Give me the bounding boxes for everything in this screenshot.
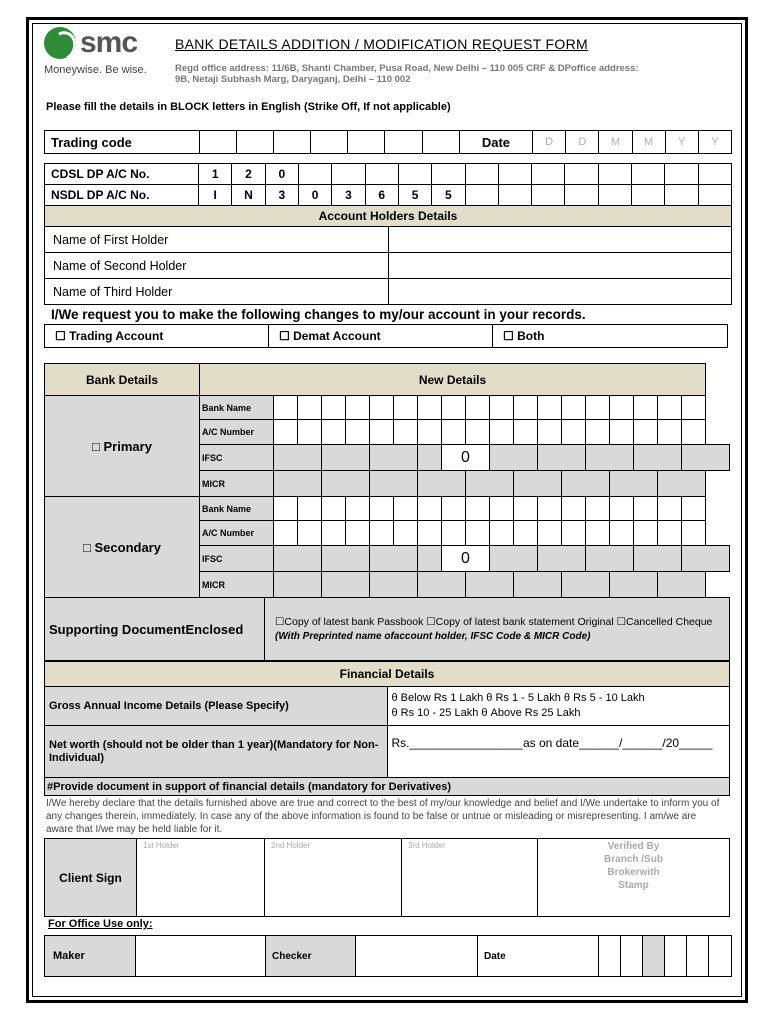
primary-ac-cell[interactable] xyxy=(634,420,658,445)
nsdl-digit[interactable]: I xyxy=(199,185,232,206)
secondary-ac-cell[interactable] xyxy=(682,521,706,546)
account-type-table xyxy=(44,324,728,348)
date-label: Date xyxy=(459,131,532,154)
date-label: Date xyxy=(478,936,599,977)
office-date-cell[interactable] xyxy=(665,936,687,977)
office-date-cell[interactable] xyxy=(709,936,732,977)
holders-heading: Account Holders Details xyxy=(45,206,732,227)
nsdl-digit[interactable] xyxy=(498,185,531,206)
second-holder-label: Name of Second Holder xyxy=(45,253,389,279)
cdsl-digit[interactable] xyxy=(498,164,531,185)
primary-bank-name-cell[interactable] xyxy=(682,396,706,420)
client-sign-label: Client Sign xyxy=(45,839,137,917)
office-date-cell[interactable] xyxy=(621,936,643,977)
networth-input[interactable]: Rs._________________as on date______/______/20_____ xyxy=(387,726,730,778)
office-use-table xyxy=(44,935,732,977)
primary-bank-name-cell[interactable] xyxy=(346,396,370,420)
first-holder-input[interactable] xyxy=(388,227,732,253)
cdsl-digit[interactable] xyxy=(665,164,698,185)
secondary-ac-cell[interactable] xyxy=(370,521,394,546)
primary-ac-cell[interactable] xyxy=(682,420,706,445)
verified-stamp-box[interactable]: Verified By Branch /Sub Brokerwith Stamp xyxy=(538,839,730,917)
secondary-micr-cell[interactable] xyxy=(610,572,658,598)
cdsl-digit[interactable] xyxy=(698,164,731,185)
primary-ifsc-zero[interactable]: 0 xyxy=(442,445,490,471)
secondary-bank-name-cell[interactable] xyxy=(562,497,586,521)
address-line-1: Regd office address: 11/6B, Shanti Chamber, Pusa Road, New Delhi – 110 005 CRF & DPoffice address: xyxy=(175,63,639,74)
primary-micr-cell[interactable] xyxy=(322,471,370,497)
secondary-bank-name-cell[interactable] xyxy=(442,497,466,521)
supporting-doc-label: Supporting DocumentEnclosed xyxy=(45,598,265,661)
date-cell[interactable]: D xyxy=(533,131,566,154)
bank-name-label: Bank Name xyxy=(200,396,274,420)
secondary-ac-cell[interactable] xyxy=(562,521,586,546)
secondary-ac-cell[interactable] xyxy=(322,521,346,546)
trading-code-cell[interactable] xyxy=(236,131,273,154)
ifsc-label: IFSC xyxy=(200,546,274,572)
date-cell[interactable]: M xyxy=(599,131,632,154)
income-options-line-2[interactable]: θ Rs 10 - 25 Lakh θ Above Rs 25 Lakh xyxy=(391,707,581,719)
primary-ac-cell[interactable] xyxy=(274,420,298,445)
primary-ifsc-cell[interactable] xyxy=(322,445,370,471)
checker-input[interactable] xyxy=(356,936,478,977)
supporting-doc-note: (With Preprinted name ofaccount holder, IFSC Code & MICR Code) xyxy=(275,631,591,642)
nsdl-digit[interactable] xyxy=(665,185,698,206)
trading-code-label: Trading code xyxy=(45,131,200,154)
primary-ac-cell[interactable] xyxy=(442,420,466,445)
primary-micr-cell[interactable] xyxy=(418,471,466,497)
primary-bank-name-cell[interactable] xyxy=(586,396,610,420)
secondary-bank-name-cell[interactable] xyxy=(610,497,634,521)
secondary-micr-cell[interactable] xyxy=(514,572,562,598)
cdsl-digit[interactable] xyxy=(598,164,631,185)
primary-bank-name-cell[interactable] xyxy=(442,396,466,420)
primary-ac-cell[interactable] xyxy=(370,420,394,445)
cdsl-digit[interactable] xyxy=(365,164,398,185)
nsdl-digit[interactable]: 3 xyxy=(332,185,365,206)
brand-name: smc xyxy=(80,26,138,59)
primary-bank-name-cell[interactable] xyxy=(562,396,586,420)
nsdl-digit[interactable]: 0 xyxy=(298,185,331,206)
cdsl-digit[interactable] xyxy=(532,164,565,185)
nsdl-digit[interactable]: N xyxy=(232,185,265,206)
first-holder-label: Name of First Holder xyxy=(45,227,389,253)
secondary-ac-cell[interactable] xyxy=(442,521,466,546)
trading-code-cell[interactable] xyxy=(199,131,236,154)
ifsc-label: IFSC xyxy=(200,445,274,471)
secondary-bank-name-cell[interactable] xyxy=(490,497,514,521)
cdsl-digit[interactable] xyxy=(465,164,498,185)
third-holder-input[interactable] xyxy=(388,279,732,305)
primary-bank-name-cell[interactable] xyxy=(634,396,658,420)
secondary-bank-name-cell[interactable] xyxy=(418,497,442,521)
primary-micr-cell[interactable] xyxy=(466,471,514,497)
second-holder-input[interactable] xyxy=(388,253,732,279)
secondary-label[interactable]: □ Secondary xyxy=(45,497,200,598)
nsdl-digit[interactable] xyxy=(632,185,665,206)
primary-ac-cell[interactable] xyxy=(298,420,322,445)
primary-ifsc-cell[interactable] xyxy=(586,445,634,471)
supporting-docs-table xyxy=(44,597,730,661)
primary-ac-cell[interactable] xyxy=(658,420,682,445)
primary-ifsc-cell[interactable] xyxy=(490,445,538,471)
secondary-bank-name-cell[interactable] xyxy=(394,497,418,521)
primary-micr-cell[interactable] xyxy=(274,471,322,497)
secondary-bank-name-cell[interactable] xyxy=(682,497,706,521)
checker-label: Checker xyxy=(266,936,356,977)
secondary-ac-cell[interactable] xyxy=(298,521,322,546)
secondary-bank-name-cell[interactable] xyxy=(586,497,610,521)
cdsl-digit[interactable] xyxy=(398,164,431,185)
secondary-bank-name-cell[interactable] xyxy=(466,497,490,521)
date-cell[interactable]: Y xyxy=(698,131,731,154)
bank-details-table xyxy=(44,363,730,598)
trading-code-cell[interactable] xyxy=(311,131,348,154)
cdsl-digit[interactable]: 0 xyxy=(265,164,298,185)
nsdl-digit[interactable]: 6 xyxy=(365,185,398,206)
micr-label: MICR xyxy=(200,471,274,497)
secondary-ifsc-cell[interactable] xyxy=(490,546,538,572)
secondary-micr-cell[interactable] xyxy=(370,572,418,598)
cdsl-label: CDSL DP A/C No. xyxy=(45,164,199,185)
financial-provide-note: #Provide document in support of financial details (mandatory for Derivatives) xyxy=(45,778,730,796)
smc-logo-icon xyxy=(44,27,76,59)
maker-input[interactable] xyxy=(136,936,266,977)
primary-bank-name-cell[interactable] xyxy=(538,396,562,420)
financial-heading: Financial Details xyxy=(45,662,730,687)
secondary-micr-cell[interactable] xyxy=(658,572,706,598)
trading-code-cell[interactable] xyxy=(385,131,422,154)
cdsl-digit[interactable]: 1 xyxy=(199,164,232,185)
income-label: Gross Annual Income Details (Please Specify) xyxy=(45,687,388,726)
nsdl-digit[interactable] xyxy=(532,185,565,206)
secondary-ifsc-cell[interactable] xyxy=(418,546,442,572)
secondary-bank-name-cell[interactable] xyxy=(346,497,370,521)
primary-bank-name-cell[interactable] xyxy=(514,396,538,420)
primary-ifsc-cell[interactable] xyxy=(274,445,322,471)
client-sign-table xyxy=(44,838,730,917)
nsdl-digit[interactable]: 5 xyxy=(398,185,431,206)
secondary-bank-name-cell[interactable] xyxy=(658,497,682,521)
form-title: BANK DETAILS ADDITION / MODIFICATION REQUEST FORM xyxy=(175,36,588,52)
primary-bank-name-cell[interactable] xyxy=(466,396,490,420)
ac-number-label: A/C Number xyxy=(200,521,274,546)
secondary-ifsc-cell[interactable] xyxy=(274,546,322,572)
primary-ac-cell[interactable] xyxy=(514,420,538,445)
primary-micr-cell[interactable] xyxy=(658,471,706,497)
primary-bank-name-cell[interactable] xyxy=(610,396,634,420)
nsdl-label: NSDL DP A/C No. xyxy=(45,185,199,206)
primary-ifsc-cell[interactable] xyxy=(682,445,730,471)
secondary-ifsc-cell[interactable] xyxy=(586,546,634,572)
primary-bank-name-cell[interactable] xyxy=(394,396,418,420)
primary-micr-cell[interactable] xyxy=(370,471,418,497)
secondary-ac-cell[interactable] xyxy=(658,521,682,546)
request-text: I/We request you to make the following changes to my/our account in your records. xyxy=(51,307,586,322)
brand-tagline: Moneywise. Be wise. xyxy=(44,64,147,76)
holders-table xyxy=(44,205,732,305)
demat-account-checkbox[interactable]: ☐ Demat Account xyxy=(269,325,493,348)
primary-bank-name-cell[interactable] xyxy=(298,396,322,420)
office-date-cell[interactable] xyxy=(643,936,665,977)
primary-ac-cell[interactable] xyxy=(418,420,442,445)
bank-name-label: Bank Name xyxy=(200,497,274,521)
primary-ac-cell[interactable] xyxy=(466,420,490,445)
secondary-ac-cell[interactable] xyxy=(586,521,610,546)
office-use-heading: For Office Use only: xyxy=(48,918,153,930)
secondary-bank-name-cell[interactable] xyxy=(298,497,322,521)
trading-code-table xyxy=(44,130,732,154)
secondary-ifsc-cell[interactable] xyxy=(634,546,682,572)
secondary-ifsc-cell[interactable] xyxy=(682,546,730,572)
declaration-text: I/We hereby declare that the details furnished above are true and correct to the best of my/our knowledge and belief and I/We undertake to inform you of any changes therein, immediately. In case any of the above information is found to be false or untrue or misleading or misrepresenting. I am/we are aware that I/we may be held liable for it. xyxy=(46,798,720,835)
supporting-doc-options[interactable]: ☐Copy of latest bank Passbook ☐Copy of latest bank statement Original ☐Cancelled Cheque xyxy=(275,616,713,628)
maker-label: Maker xyxy=(45,936,136,977)
primary-ac-cell[interactable] xyxy=(562,420,586,445)
office-date-cell[interactable] xyxy=(599,936,621,977)
date-cell[interactable]: M xyxy=(632,131,665,154)
cdsl-digit[interactable] xyxy=(298,164,331,185)
secondary-micr-cell[interactable] xyxy=(562,572,610,598)
secondary-bank-name-cell[interactable] xyxy=(634,497,658,521)
primary-bank-name-cell[interactable] xyxy=(274,396,298,420)
networth-label: Net worth (should not be older than 1 year)(Mandatory for Non- Individual) xyxy=(45,726,388,778)
both-checkbox[interactable]: ☐ Both xyxy=(493,325,728,348)
date-cell[interactable]: D xyxy=(566,131,599,154)
cdsl-digit[interactable] xyxy=(332,164,365,185)
secondary-bank-name-cell[interactable] xyxy=(538,497,562,521)
secondary-ac-cell[interactable] xyxy=(634,521,658,546)
trading-account-checkbox[interactable]: ☐ Trading Account xyxy=(45,325,269,348)
primary-ac-cell[interactable] xyxy=(586,420,610,445)
cdsl-digit[interactable] xyxy=(565,164,598,185)
primary-micr-cell[interactable] xyxy=(514,471,562,497)
primary-bank-name-cell[interactable] xyxy=(490,396,514,420)
third-holder-sign[interactable]: 3rd Holder xyxy=(402,839,538,917)
second-holder-sign[interactable]: 2nd Holder xyxy=(265,839,402,917)
income-options-line-1[interactable]: θ Below Rs 1 Lakh θ Rs 1 - 5 Lakh θ Rs 5 - 10 Lakh xyxy=(391,692,645,704)
secondary-bank-name-cell[interactable] xyxy=(322,497,346,521)
brand-logo xyxy=(44,26,137,60)
primary-ifsc-cell[interactable] xyxy=(538,445,586,471)
secondary-ifsc-cell[interactable] xyxy=(538,546,586,572)
secondary-ac-cell[interactable] xyxy=(418,521,442,546)
secondary-micr-cell[interactable] xyxy=(274,572,322,598)
nsdl-digit[interactable]: 5 xyxy=(432,185,465,206)
primary-ifsc-cell[interactable] xyxy=(370,445,418,471)
secondary-bank-name-cell[interactable] xyxy=(514,497,538,521)
third-holder-label: Name of Third Holder xyxy=(45,279,389,305)
ac-number-label: A/C Number xyxy=(200,420,274,445)
primary-bank-name-cell[interactable] xyxy=(370,396,394,420)
nsdl-digit[interactable] xyxy=(598,185,631,206)
secondary-ac-cell[interactable] xyxy=(610,521,634,546)
micr-label: MICR xyxy=(200,572,274,598)
office-date-cell[interactable] xyxy=(687,936,709,977)
cdsl-digit[interactable] xyxy=(432,164,465,185)
primary-bank-name-cell[interactable] xyxy=(658,396,682,420)
primary-ac-cell[interactable] xyxy=(610,420,634,445)
secondary-micr-cell[interactable] xyxy=(322,572,370,598)
nsdl-digit[interactable]: 3 xyxy=(265,185,298,206)
secondary-bank-name-cell[interactable] xyxy=(274,497,298,521)
trading-code-cell[interactable] xyxy=(348,131,385,154)
secondary-ifsc-zero[interactable]: 0 xyxy=(442,546,490,572)
trading-code-cell[interactable] xyxy=(422,131,459,154)
nsdl-digit[interactable] xyxy=(465,185,498,206)
primary-ac-cell[interactable] xyxy=(322,420,346,445)
secondary-ac-cell[interactable] xyxy=(274,521,298,546)
address-line-2: 9B, Netaji Subhash Marg, Daryaganj, Delhi – 110 002 xyxy=(175,74,411,85)
instruction-text: Please fill the details in BLOCK letters in English (Strike Off, If not applicable) xyxy=(46,101,451,113)
secondary-ac-cell[interactable] xyxy=(394,521,418,546)
dp-account-table xyxy=(44,163,732,206)
financial-table xyxy=(44,661,730,796)
primary-ac-cell[interactable] xyxy=(538,420,562,445)
primary-ac-cell[interactable] xyxy=(346,420,370,445)
cdsl-digit[interactable] xyxy=(632,164,665,185)
secondary-ifsc-cell[interactable] xyxy=(322,546,370,572)
secondary-ac-cell[interactable] xyxy=(538,521,562,546)
primary-ifsc-cell[interactable] xyxy=(634,445,682,471)
primary-micr-cell[interactable] xyxy=(562,471,610,497)
primary-ifsc-cell[interactable] xyxy=(418,445,442,471)
date-cell[interactable]: Y xyxy=(665,131,698,154)
trading-code-cell[interactable] xyxy=(273,131,310,154)
primary-micr-cell[interactable] xyxy=(610,471,658,497)
secondary-micr-cell[interactable] xyxy=(418,572,466,598)
secondary-ifsc-cell[interactable] xyxy=(370,546,418,572)
primary-bank-name-cell[interactable] xyxy=(322,396,346,420)
cdsl-digit[interactable]: 2 xyxy=(232,164,265,185)
bank-details-header: Bank Details xyxy=(45,364,200,396)
secondary-ac-cell[interactable] xyxy=(514,521,538,546)
secondary-ac-cell[interactable] xyxy=(490,521,514,546)
secondary-micr-cell[interactable] xyxy=(466,572,514,598)
secondary-ac-cell[interactable] xyxy=(346,521,370,546)
nsdl-digit[interactable] xyxy=(698,185,731,206)
first-holder-sign[interactable]: 1st Holder xyxy=(137,839,265,917)
secondary-bank-name-cell[interactable] xyxy=(370,497,394,521)
new-details-header: New Details xyxy=(200,364,706,396)
primary-bank-name-cell[interactable] xyxy=(418,396,442,420)
primary-ac-cell[interactable] xyxy=(490,420,514,445)
primary-ac-cell[interactable] xyxy=(394,420,418,445)
nsdl-digit[interactable] xyxy=(565,185,598,206)
primary-label[interactable]: □ Primary xyxy=(45,396,200,497)
secondary-ac-cell[interactable] xyxy=(466,521,490,546)
